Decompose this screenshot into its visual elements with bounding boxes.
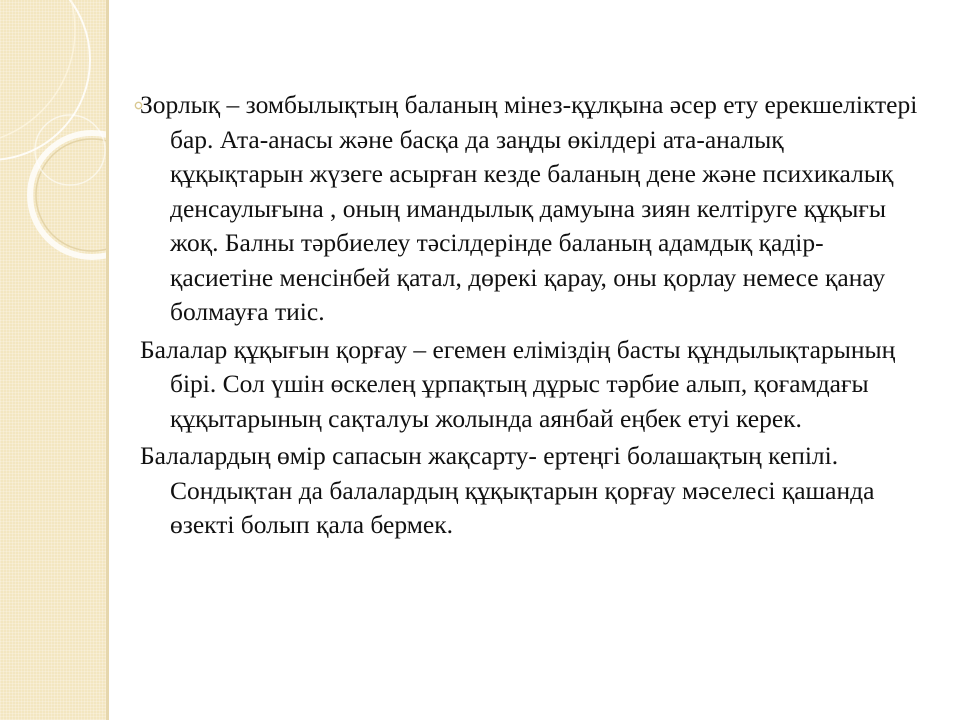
bullet-icon <box>134 101 143 110</box>
paragraph-2 <box>140 333 920 437</box>
paragraph-text: Зорлық – зомбылықтың баланың мінез-құлқына әсер ету ерекшеліктері бар. Ата-анасы және басқа да заңды өкілдері ата-аналық құқықтарын жүзеге асырған кезде баланың дене және психикалық денсаулығына , оның имандылық дамуына зиян келтіруге құқығы жоқ. Балны тәрбиелеу тәсілдерінде баланың адамдық қадір-қасиетіне менсінбей қатал, дөрекі қарау, оны қорлау немесе қанау болмауға тиіс. <box>140 90 918 326</box>
paragraph-text: Балалардың өмір сапасын жақсарту- ертеңгі болашақтың кепілі. Сондықтан да балалардың құқықтарын қорғау мәселесі қашанда өзекті болып қала бермек. <box>140 441 875 539</box>
sidebar-edge <box>106 0 109 720</box>
slide-body <box>140 88 920 546</box>
circle-ring <box>30 133 106 257</box>
circle-outer <box>0 0 75 145</box>
paragraph-3 <box>140 439 920 543</box>
paragraph-text: Балалар құқығын қорғау – егемен еліміздің басты құндылықтарының бірі. Сол үшін өскелең ұрпақтың дұрыс тәрбие алып, қоғамдағы құқытарының сақталуы жолында аянбай еңбек етуі керек. <box>140 334 896 433</box>
decorative-circles <box>0 0 106 720</box>
paragraph-1 <box>140 88 920 330</box>
decorative-sidebar <box>0 0 106 720</box>
